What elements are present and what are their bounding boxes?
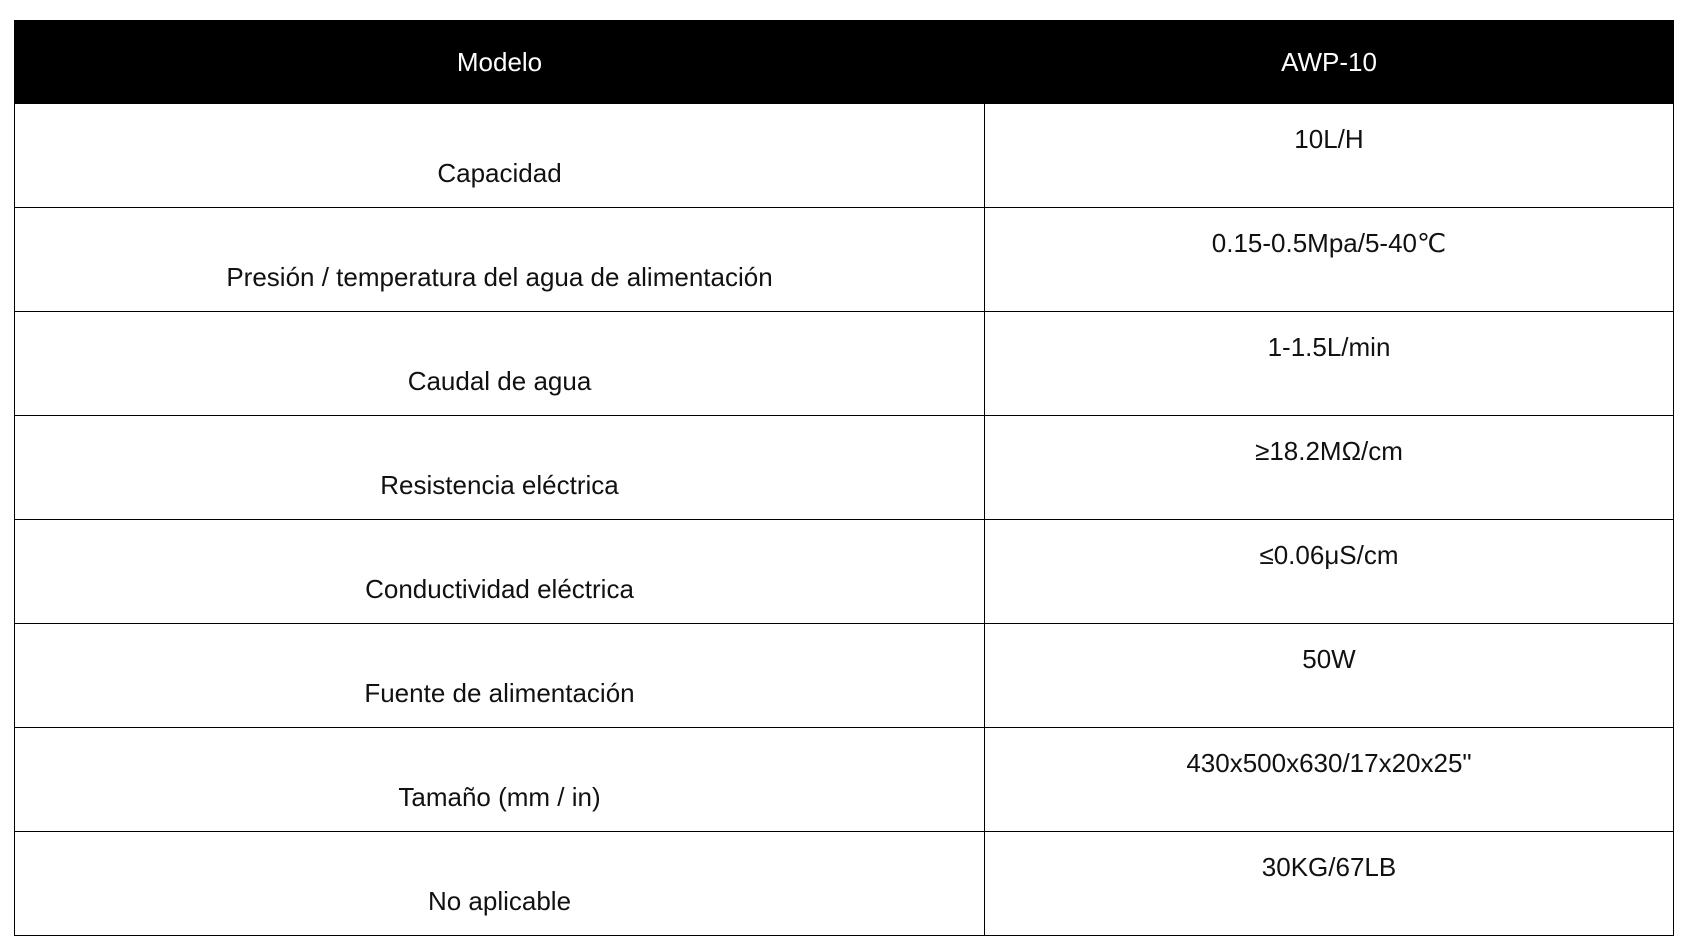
table-row [15,208,1674,312]
row-label: Tamaño (mm / in) [15,728,985,832]
spec-table [14,20,1674,936]
table-row [15,728,1674,832]
row-value: 430x500x630/17x20x25" [985,728,1674,832]
row-label: Caudal de agua [15,312,985,416]
row-label: Capacidad [15,104,985,208]
header-model-label: Modelo [15,21,985,104]
table-header [15,21,1674,104]
table-row [15,416,1674,520]
header-row [15,21,1674,104]
row-label: Presión / temperatura del agua de alimentación [15,208,985,312]
row-value: 30KG/67LB [985,832,1674,936]
row-value: 1-1.5L/min [985,312,1674,416]
table-row [15,312,1674,416]
row-value: ≥18.2MΩ/cm [985,416,1674,520]
table-row [15,520,1674,624]
table-row [15,104,1674,208]
row-label: No aplicable [15,832,985,936]
row-value: ≤0.06μS/cm [985,520,1674,624]
header-model-value: AWP-10 [985,21,1674,104]
row-label: Conductividad eléctrica [15,520,985,624]
row-label: Fuente de alimentación [15,624,985,728]
row-label: Resistencia eléctrica [15,416,985,520]
table-row [15,832,1674,936]
table-body [15,104,1674,936]
row-value: 0.15-0.5Mpa/5-40℃ [985,208,1674,312]
row-value: 10L/H [985,104,1674,208]
row-value: 50W [985,624,1674,728]
table-row [15,624,1674,728]
